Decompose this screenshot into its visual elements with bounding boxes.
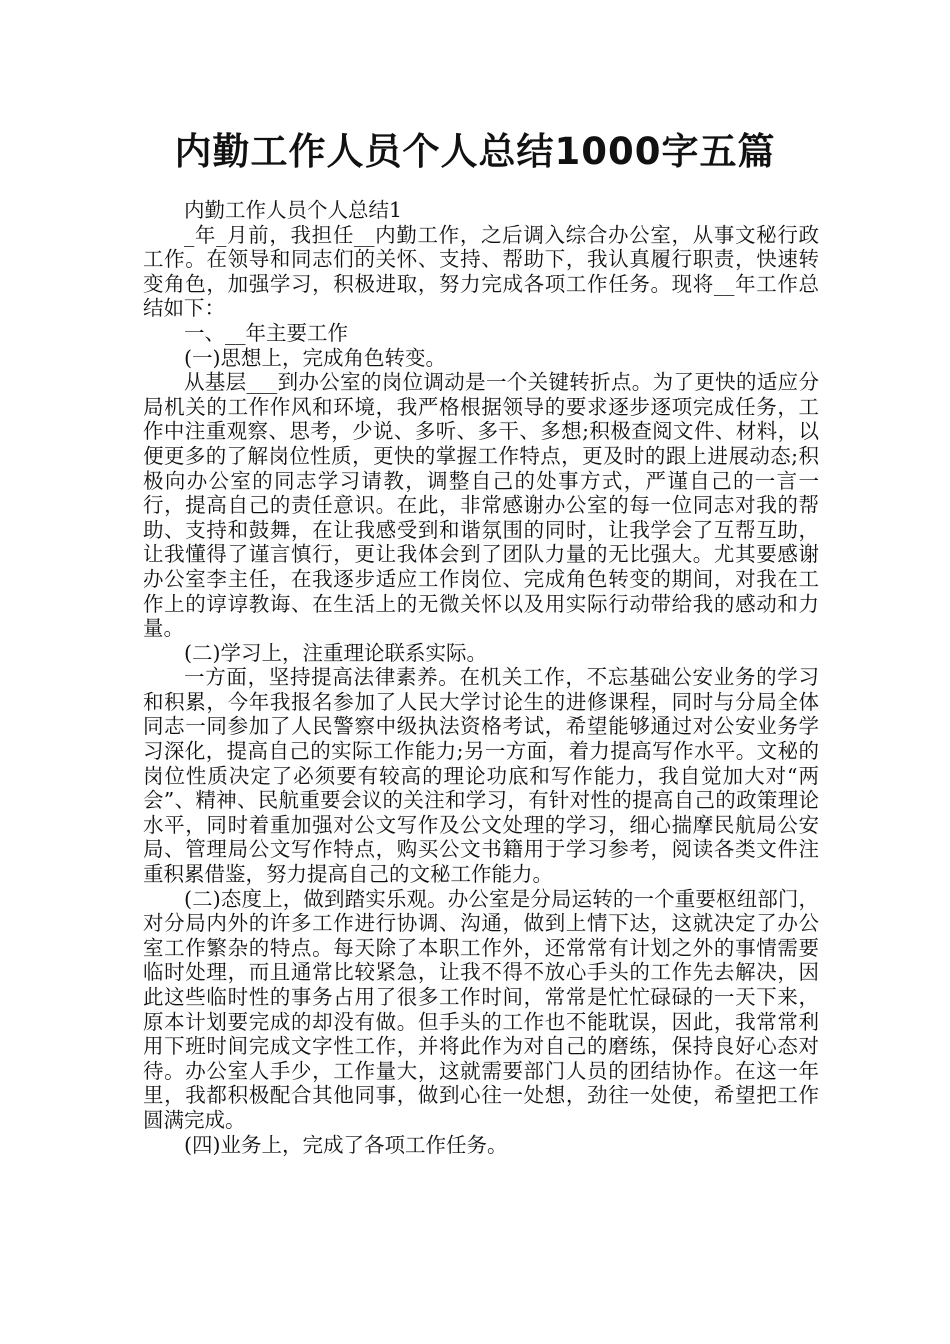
paragraph: (二)态度上，做到踏实乐观。办公室是分局运转的一个重要枢纽部门，对分局内外的许多工作进行协调、沟通，做到上情下达，这就决定了办公室工作繁杂的特点。每天除了本职工作外，还常常有计划之外的事情需要临时处理，而且通常比较紧急，让我不得不放心手头的工作先去解决，因此这些临时性的事务占用了很多工作时间，常常是忙忙碌碌的一天下来，原本计划要完成的却没有做。但手头的工作也不能耽误，因此，我常常利用下班时间完成文字性工作，并将此作为对自己的磨练，保持良好心态对待。办公室人手少，工作量大，这就需要部门人员的团结协作。在这一年里，我都积极配合其他同事，做到心往一处想，劲往一处使，希望把工作圆满完成。 [143,886,819,1132]
subsection-heading: (二)学习上，注重理论联系实际。 [184,640,487,665]
document-body [143,198,819,1157]
document-title: 内勤工作人员个人总结1000字五篇 [174,130,776,173]
paragraph: 一方面，坚持提高法律素养。在机关工作，不忘基础公安业务的学习和积累，今年我报名参加了人民大学讨论生的进修课程，同时与分局全体同志一同参加了人民警察中级执法资格考试，希望能够通过对公安业务学习深化，提高自己的实际工作能力;另一方面，着力提高写作水平。文秘的岗位性质决定了必须要有较高的理论功底和写作能力，我自觉加大对“两会”、精神、民航重要会议的关注和学习，有针对性的提高自己的政策理论水平，同时着重加强对公文写作及公文处理的学习，细心揣摩民航局公安局、管理局公文写作特点，购买公文书籍用于学习参考，阅读各类文件注重积累借鉴，努力提高自己的文秘工作能力。 [143,665,819,887]
paragraph: 从基层___到办公室的岗位调动是一个关键转折点。为了更快的适应分局机关的工作作风和环境，我严格根据领导的要求逐步逐项完成任务，工作中注重观察、思考，少说、多听、多干、多想;积极查阅文件、材料，以便更多的了解岗位性质，更快的掌握工作特点，更及时的跟上进展动态;积极向办公室的同志学习请教，调整自己的处事方式，严谨自己的一言一行，提高自己的责任意识。在此，非常感谢办公室的每一位同志对我的帮助、支持和鼓舞，在让我感受到和谐氛围的同时，让我学会了互帮互助，让我懂得了谨言慎行，更让我体会到了团队力量的无比强大。尤其要感谢办公室李主任，在我逐步适应工作岗位、完成角色转变的期间，对我在工作上的谆谆教诲、在生活上的无微关怀以及用实际行动带给我的感动和力量。 [143,370,819,641]
section-heading: 内勤工作人员个人总结1 [184,198,403,222]
subsection-heading: (一)思想上，完成角色转变。 [184,345,446,370]
section-heading: 一、__年主要工作 [184,320,348,345]
paragraph: _年_月前，我担任__内勤工作，之后调入综合办公室，从事文秘行政工作。在领导和同志们的关怀、支持、帮助下，我认真履行职责，快速转变角色，加强学习，积极进取，努力完成各项工作任务。现将__年工作总结如下： [143,222,819,321]
subsection-heading: (四)业务上，完成了各项工作任务。 [184,1132,508,1157]
